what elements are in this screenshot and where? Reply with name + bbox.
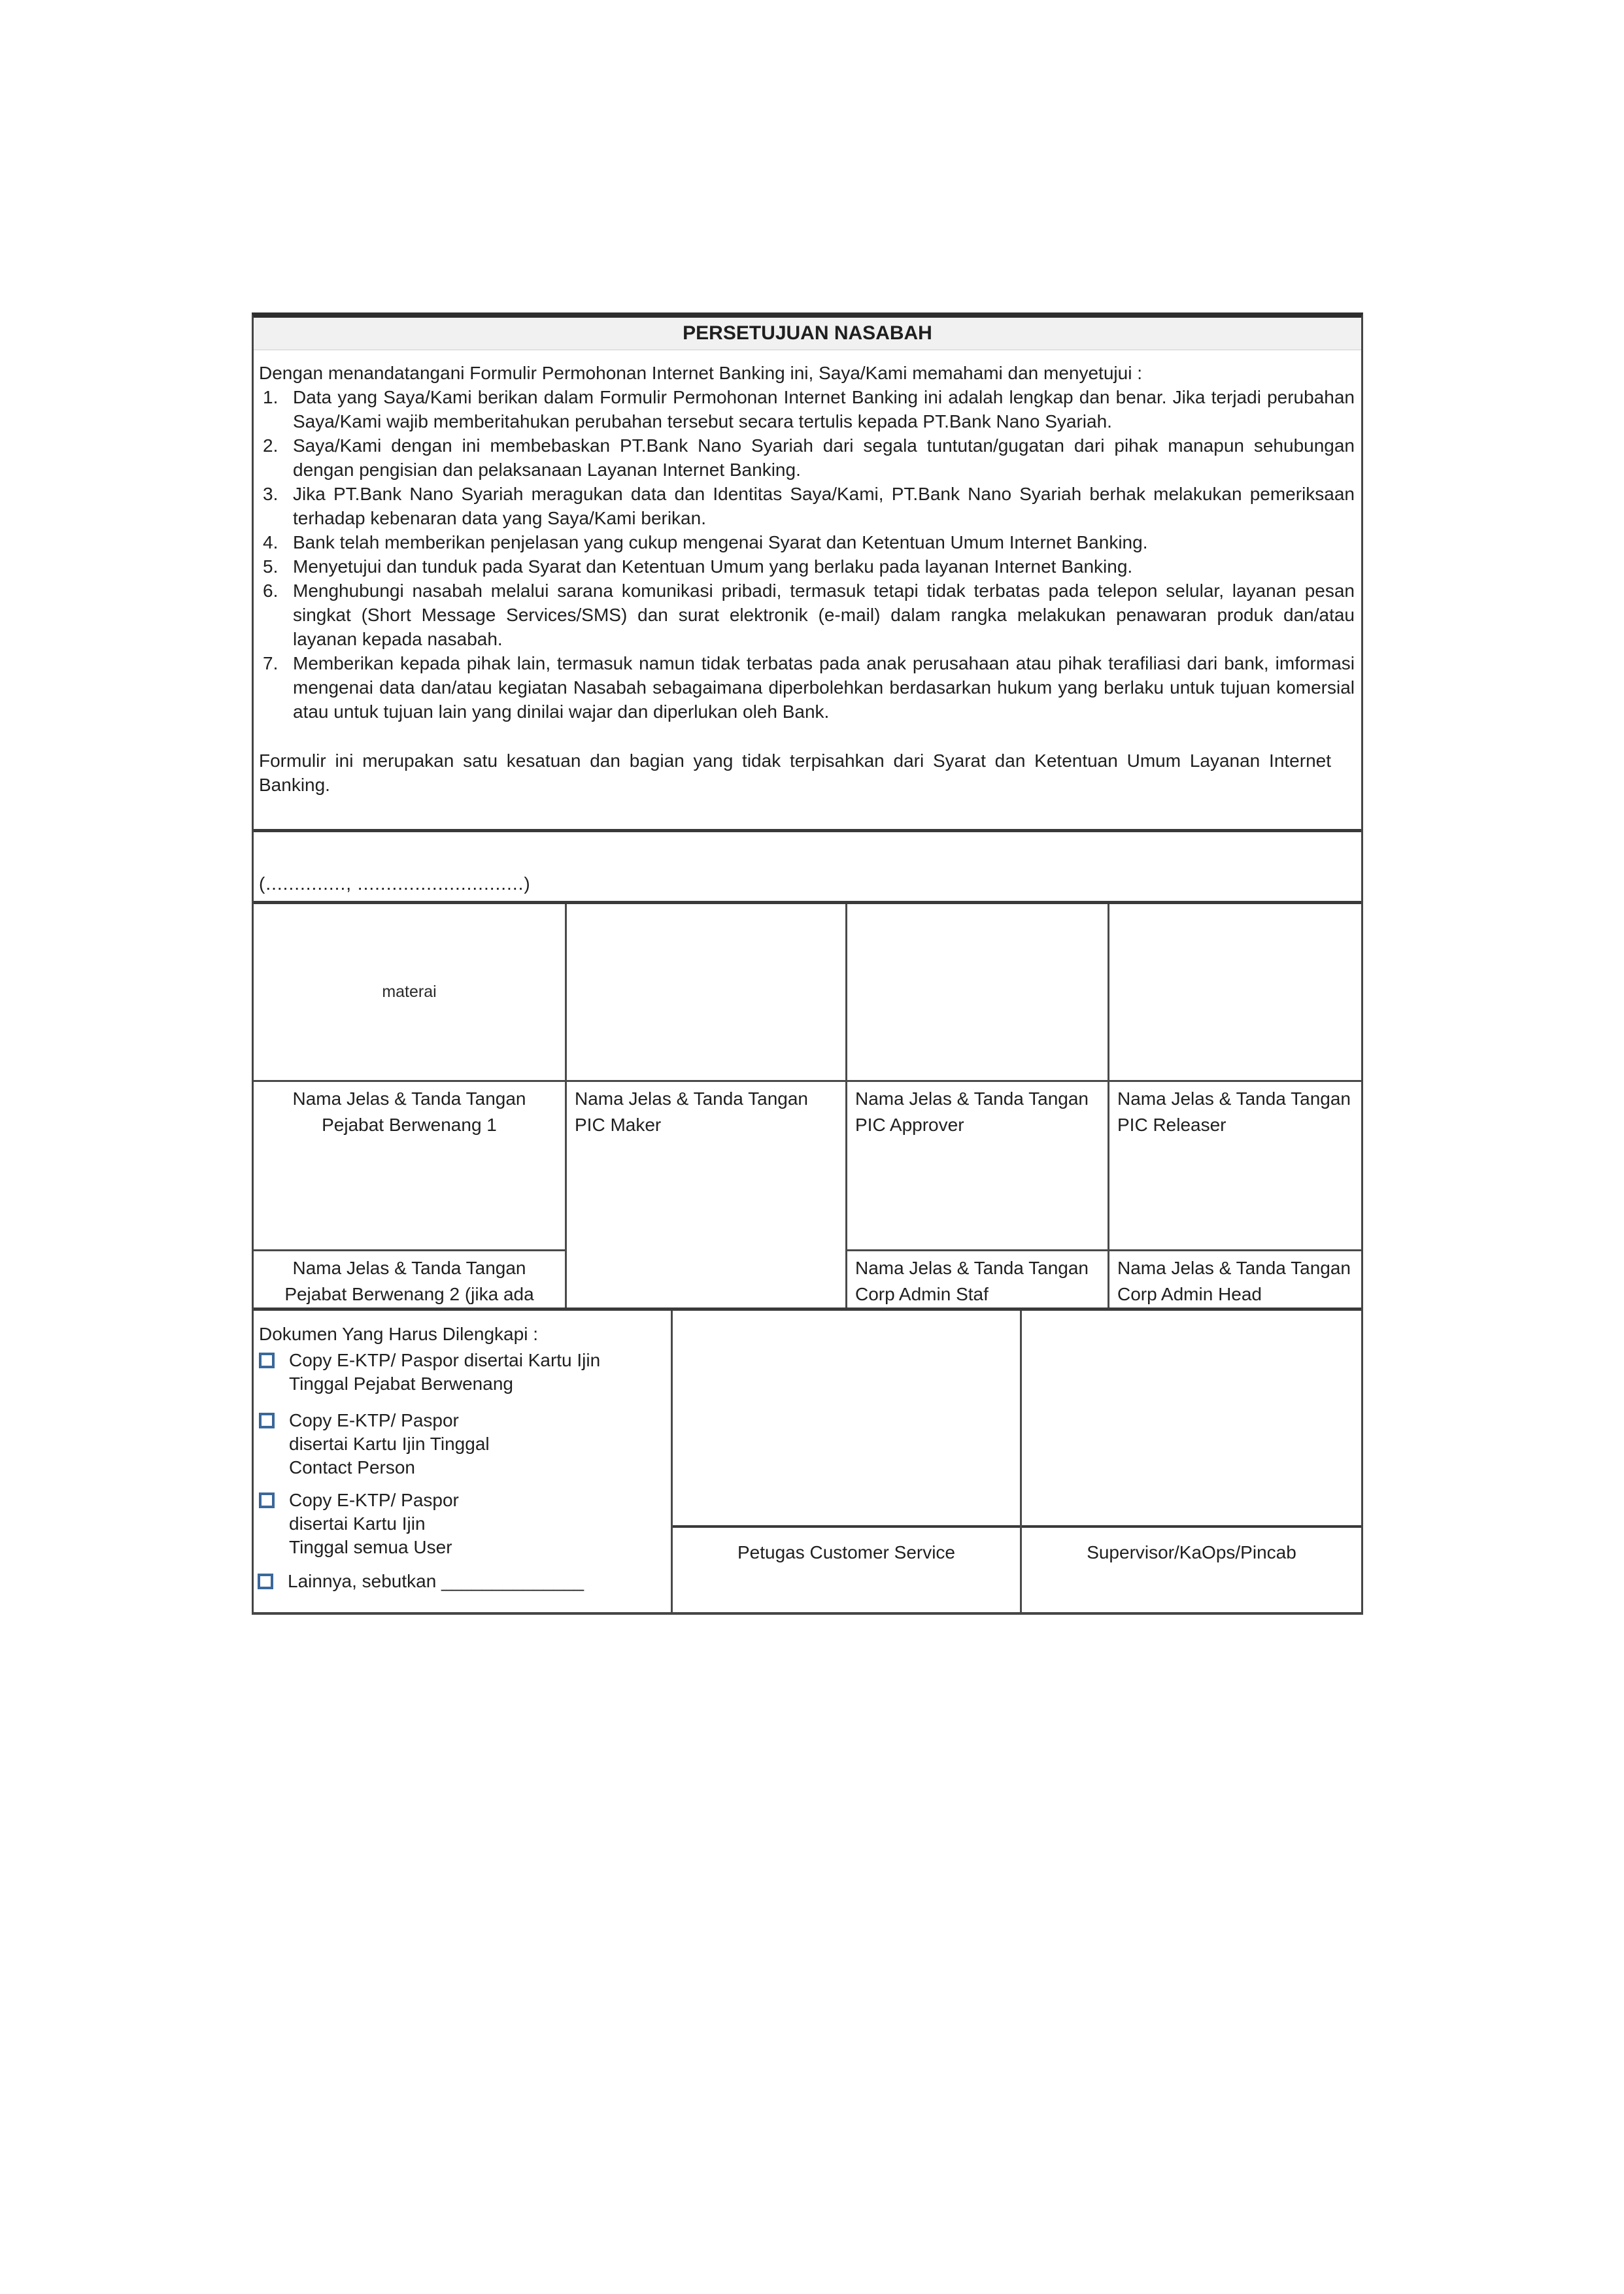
persetujuan-nasabah-form xyxy=(252,312,1363,1615)
terms-section xyxy=(254,350,1361,832)
term-text: Menyetujui dan tunduk pada Syarat dan Ketentuan Umum yang berlaku pada layanan Internet Banking. xyxy=(293,556,1133,577)
supervisor-sign-area xyxy=(1022,1311,1361,1528)
signature-box-pejabat-1 xyxy=(254,904,565,1080)
signature-label-pejabat-1 xyxy=(254,1080,565,1139)
signature-label-line: Nama Jelas & Tanda Tangan xyxy=(292,1258,526,1278)
document-item-line: Contact Person xyxy=(289,1457,415,1477)
signature-column-pic-approver xyxy=(845,904,1108,1307)
signature-label-pic-approver xyxy=(847,1080,1108,1139)
form-title-bar xyxy=(254,318,1361,350)
documents-header: Dokumen Yang Harus Dilengkapi : xyxy=(259,1324,538,1344)
signature-box-pic-approver xyxy=(847,904,1108,1080)
term-number: 6. xyxy=(263,581,279,601)
term-item xyxy=(259,433,1355,482)
customer-service-cell xyxy=(671,1311,1020,1612)
term-text: Memberikan kepada pihak lain, termasuk namun tidak terbatas pada anak perusahaan atau pihak terafiliasi dari bank, imformasi mengenai data dan/atau kegiatan Nasabah sebagaimana diperbolehkan berdasarkan hukum yang berlaku untuk tujuan komersial atau untuk tujuan lain yang dinilai wajar dan diperlukan oleh Bank. xyxy=(293,653,1355,722)
document-item-line: Tinggal semua User xyxy=(289,1537,452,1557)
term-number: 5. xyxy=(263,556,279,577)
term-item xyxy=(259,482,1355,530)
form-title: PERSETUJUAN NASABAH xyxy=(683,322,932,344)
materai-label: materai xyxy=(382,983,437,1001)
term-number: 1. xyxy=(263,387,279,407)
signature-box-corp-admin-staf xyxy=(847,1139,1108,1249)
supervisor-label: Supervisor/KaOps/Pincab xyxy=(1087,1542,1296,1562)
document-item-label xyxy=(289,1409,490,1479)
signature-column-pejabat xyxy=(254,904,565,1307)
signature-label-line: Pejabat Berwenang 1 xyxy=(322,1115,497,1135)
place-date-section xyxy=(254,832,1361,901)
signature-label-line: Nama Jelas & Tanda Tangan xyxy=(575,1088,808,1109)
signature-label-line: Nama Jelas & Tanda Tangan xyxy=(855,1258,1089,1278)
document-item xyxy=(258,1570,662,1593)
supervisor-cell xyxy=(1020,1311,1361,1612)
signature-label-line: Corp Admin Staf xyxy=(855,1284,989,1304)
document-item xyxy=(258,1489,662,1559)
customer-service-label: Petugas Customer Service xyxy=(737,1542,956,1562)
document-item-line: disertai Kartu Ijin Tinggal xyxy=(289,1434,490,1454)
signature-label-line: Nama Jelas & Tanda Tangan xyxy=(1117,1258,1351,1278)
customer-service-sign-area xyxy=(673,1311,1020,1528)
signature-label-line: Nama Jelas & Tanda Tangan xyxy=(1117,1088,1351,1109)
signature-label-line: Corp Admin Head xyxy=(1117,1284,1262,1304)
signature-label-pic-releaser xyxy=(1109,1080,1361,1139)
place-date-line: (.............., .............................) xyxy=(259,873,531,894)
document-item-line: Copy E-KTP/ Paspor disertai Kartu Ijin xyxy=(289,1350,601,1370)
term-text: Data yang Saya/Kami berikan dalam Formulir Permohonan Internet Banking ini adalah lengkap dan benar. Jika terjadi perubahan Saya/Kami wajib memberitahukan perubahan tersebut secara tertulis kepada PT.Bank Nano Syariah. xyxy=(293,387,1355,431)
term-number: 3. xyxy=(263,484,279,504)
signature-column-pic-releaser xyxy=(1108,904,1361,1307)
document-item-line: disertai Kartu Ijin xyxy=(289,1513,426,1534)
document-item-label xyxy=(289,1489,459,1559)
checkbox-copy-ektp-semua-user[interactable] xyxy=(259,1493,275,1508)
signature-label-corp-admin-staf xyxy=(847,1249,1108,1307)
signature-box-pic-releaser xyxy=(1109,904,1361,1080)
signature-box-corp-admin-head xyxy=(1109,1139,1361,1249)
term-number: 7. xyxy=(263,653,279,673)
documents-checklist xyxy=(254,1311,671,1612)
document-item xyxy=(258,1349,662,1396)
term-text: Jika PT.Bank Nano Syariah meragukan data dan Identitas Saya/Kami, PT.Bank Nano Syariah berhak melakukan pemeriksaan terhadap kebenaran data yang Saya/Kami berikan. xyxy=(293,484,1355,528)
document-item-label xyxy=(289,1349,600,1396)
signature-label-line: PIC Approver xyxy=(855,1115,964,1135)
document-item-line: Lainnya, sebutkan ______________ xyxy=(288,1571,584,1591)
signature-label-corp-admin-head xyxy=(1109,1249,1361,1307)
checkbox-lainnya[interactable] xyxy=(258,1574,273,1589)
signature-label-pejabat-2 xyxy=(254,1249,565,1307)
signature-label-pic-maker xyxy=(567,1080,845,1139)
term-item xyxy=(259,579,1355,651)
signature-label-line: Nama Jelas & Tanda Tangan xyxy=(292,1088,526,1109)
term-item xyxy=(259,651,1355,724)
document-item-label xyxy=(288,1570,584,1593)
term-item xyxy=(259,530,1355,554)
terms-intro: Dengan menandatangani Formulir Permohonan Internet Banking ini, Saya/Kami memahami dan menyetujui : xyxy=(259,363,1142,383)
term-number: 4. xyxy=(263,532,279,552)
signature-label-line: PIC Maker xyxy=(575,1115,662,1135)
terms-closing: Formulir ini merupakan satu kesatuan dan bagian yang tidak terpisahkan dari Syarat dan Ketentuan Umum Layanan Internet Banking. xyxy=(259,751,1331,795)
term-text: Bank telah memberikan penjelasan yang cukup mengenai Syarat dan Ketentuan Umum Internet Banking. xyxy=(293,532,1148,552)
checkbox-copy-ektp-pejabat[interactable] xyxy=(259,1353,275,1368)
signature-label-line: Pejabat Berwenang 2 (jika ada xyxy=(284,1284,534,1304)
signature-column-pic-maker xyxy=(565,904,845,1307)
documents-section xyxy=(254,1307,1361,1612)
document-item xyxy=(258,1409,662,1479)
signature-box-pic-maker xyxy=(567,904,845,1080)
checkbox-copy-ektp-contact-person[interactable] xyxy=(259,1413,275,1428)
document-item-line: Tinggal Pejabat Berwenang xyxy=(289,1374,513,1394)
term-number: 2. xyxy=(263,435,279,456)
signature-grid xyxy=(254,901,1361,1307)
signature-label-line: Nama Jelas & Tanda Tangan xyxy=(855,1088,1089,1109)
term-text: Menghubungi nasabah melalui sarana komunikasi pribadi, termasuk tetapi tidak terbatas pada telepon selular, layanan pesan singkat (Short Message Services/SMS) dan surat elektronik (e-mail) dalam rangka melakukan penawaran produk dan/atau layanan kepada nasabah. xyxy=(293,581,1355,649)
document-item-line: Copy E-KTP/ Paspor xyxy=(289,1410,459,1430)
term-item xyxy=(259,385,1355,433)
term-text: Saya/Kami dengan ini membebaskan PT.Bank Nano Syariah dari segala tuntutan/gugatan dari pihak manapun sehubungan dengan pengisian dan pelaksanaan Layanan Internet Banking. xyxy=(293,435,1355,480)
document-item-line: Copy E-KTP/ Paspor xyxy=(289,1490,459,1510)
term-item xyxy=(259,554,1355,579)
signature-box-pejabat-2 xyxy=(254,1139,565,1249)
signature-box-empty xyxy=(567,1139,845,1307)
signature-label-line: PIC Releaser xyxy=(1117,1115,1226,1135)
